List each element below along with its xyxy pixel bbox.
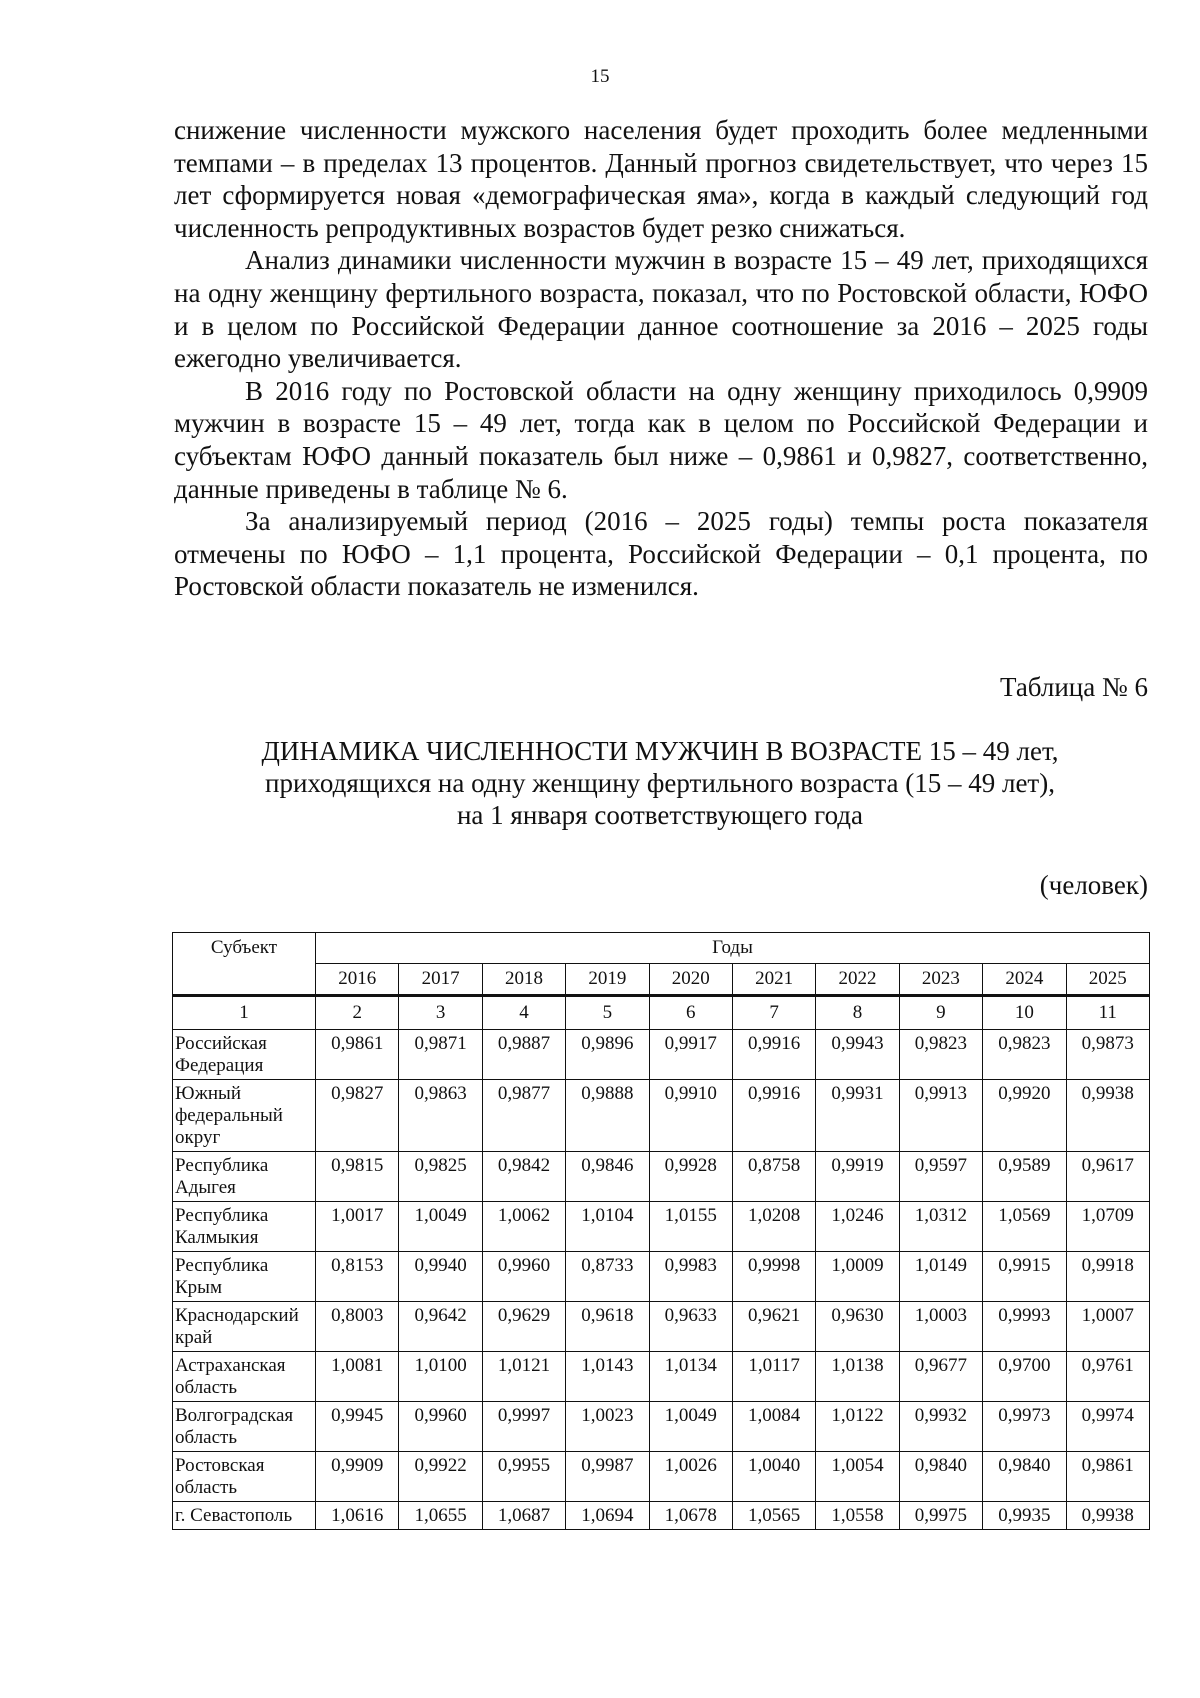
- table-header: [173, 933, 1150, 996]
- subject-cell: Республика Крым: [173, 1252, 316, 1302]
- year-header: 2016: [316, 964, 399, 996]
- paragraph: За анализируемый период (2016 – 2025 годы) темпы роста показателя отмечены по ЮФО – 1,1 процента, Российской Федерации – 0,1 процента, по Ростовской области показатель не изменился.: [174, 506, 1148, 602]
- value-cell: 0,9888: [566, 1080, 649, 1152]
- table-units: (человек): [1039, 870, 1148, 900]
- value-cell: 0,9840: [899, 1452, 982, 1502]
- column-number-cell: 8: [816, 996, 899, 1030]
- value-cell: 1,0155: [649, 1202, 732, 1252]
- table-title-line: на 1 января соответствующего года: [456, 800, 864, 830]
- subject-cell: г. Севастополь: [173, 1502, 316, 1530]
- value-cell: 0,9918: [1066, 1252, 1149, 1302]
- table-row: [173, 1202, 1150, 1252]
- value-cell: 1,0134: [649, 1352, 732, 1402]
- value-cell: 0,9877: [482, 1080, 565, 1152]
- subject-cell: Российская Федерация: [173, 1030, 316, 1080]
- value-cell: 0,9938: [1066, 1080, 1149, 1152]
- table-title: [160, 735, 1160, 831]
- value-cell: 0,9955: [482, 1452, 565, 1502]
- table-row: [173, 1152, 1150, 1202]
- value-cell: 1,0023: [566, 1402, 649, 1452]
- value-cell: 0,9633: [649, 1302, 732, 1352]
- value-cell: 0,9997: [482, 1402, 565, 1452]
- page-number: 15: [590, 66, 610, 87]
- subject-cell: Краснодарский край: [173, 1302, 316, 1352]
- value-cell: 0,9700: [983, 1352, 1066, 1402]
- value-cell: 1,0026: [649, 1452, 732, 1502]
- value-cell: 0,9931: [816, 1080, 899, 1152]
- value-cell: 0,9917: [649, 1030, 732, 1080]
- table-title-line: приходящихся на одну женщину фертильного возраста (15 – 49 лет),: [265, 768, 1055, 798]
- value-cell: 0,9932: [899, 1402, 982, 1452]
- value-cell: 0,9975: [899, 1502, 982, 1530]
- paragraph: Анализ динамики численности мужчин в возрасте 15 – 49 лет, приходящихся на одну женщину фертильного возраста, показал, что по Ростовской области, ЮФО и в целом по Российской Федерации данное соотношение за 2016 – 2025 годы ежегодно увеличивается.: [174, 245, 1148, 374]
- table-row: [173, 1302, 1150, 1352]
- value-cell: 1,0054: [816, 1452, 899, 1502]
- value-cell: 0,8758: [732, 1152, 815, 1202]
- value-cell: 0,9960: [482, 1252, 565, 1302]
- value-cell: 1,0049: [399, 1202, 482, 1252]
- value-cell: 1,0694: [566, 1502, 649, 1530]
- value-cell: 1,0040: [732, 1452, 815, 1502]
- value-cell: 0,9945: [316, 1402, 399, 1452]
- value-cell: 0,9887: [482, 1030, 565, 1080]
- value-cell: 0,9618: [566, 1302, 649, 1352]
- value-cell: 0,9935: [983, 1502, 1066, 1530]
- column-number-cell: 2: [316, 996, 399, 1030]
- value-cell: 0,9861: [1066, 1452, 1149, 1502]
- value-cell: 1,0687: [482, 1502, 565, 1530]
- value-cell: 0,9998: [732, 1252, 815, 1302]
- value-cell: 0,9823: [899, 1030, 982, 1080]
- value-cell: 0,9840: [983, 1452, 1066, 1502]
- column-number-row: [173, 996, 1150, 1030]
- value-cell: 0,9922: [399, 1452, 482, 1502]
- column-number-cell: 5: [566, 996, 649, 1030]
- value-cell: 0,9909: [316, 1452, 399, 1502]
- value-cell: 0,9617: [1066, 1152, 1149, 1202]
- value-cell: 0,9916: [732, 1030, 815, 1080]
- value-cell: 0,9621: [732, 1302, 815, 1352]
- subject-column-header: Субъект: [173, 933, 316, 996]
- subject-cell: Волгоградская область: [173, 1402, 316, 1452]
- value-cell: 1,0616: [316, 1502, 399, 1530]
- year-header: 2022: [816, 964, 899, 996]
- value-cell: 1,0709: [1066, 1202, 1149, 1252]
- table-row: [173, 1502, 1150, 1530]
- body-text: [174, 114, 1148, 603]
- paragraph: снижение численности мужского населения будет проходить более медленными темпами – в пределах 13 процентов. Данный прогноз свидетельствует, что через 15 лет сформируется новая «демографическая яма», когда в каждый следующий год численность репродуктивных возрастов будет резко снижаться.: [174, 115, 1148, 243]
- value-cell: 0,9846: [566, 1152, 649, 1202]
- header-row: [173, 933, 1150, 964]
- value-cell: 0,9589: [983, 1152, 1066, 1202]
- value-cell: 1,0062: [482, 1202, 565, 1252]
- value-cell: 1,0100: [399, 1352, 482, 1402]
- value-cell: 0,9677: [899, 1352, 982, 1402]
- value-cell: 0,9823: [983, 1030, 1066, 1080]
- subject-cell: Ростовская область: [173, 1452, 316, 1502]
- value-cell: 1,0569: [983, 1202, 1066, 1252]
- value-cell: 0,9943: [816, 1030, 899, 1080]
- year-header: 2024: [983, 964, 1066, 996]
- value-cell: 1,0007: [1066, 1302, 1149, 1352]
- table-row: [173, 1452, 1150, 1502]
- value-cell: 1,0009: [816, 1252, 899, 1302]
- year-header: 2017: [399, 964, 482, 996]
- value-cell: 1,0558: [816, 1502, 899, 1530]
- value-cell: 1,0312: [899, 1202, 982, 1252]
- subject-cell: Республика Калмыкия: [173, 1202, 316, 1252]
- value-cell: 0,9960: [399, 1402, 482, 1452]
- value-cell: 0,9761: [1066, 1352, 1149, 1402]
- value-cell: 0,9920: [983, 1080, 1066, 1152]
- value-cell: 1,0017: [316, 1202, 399, 1252]
- value-cell: 0,9915: [983, 1252, 1066, 1302]
- value-cell: 1,0084: [732, 1402, 815, 1452]
- value-cell: 1,0655: [399, 1502, 482, 1530]
- value-cell: 0,9597: [899, 1152, 982, 1202]
- value-cell: 1,0143: [566, 1352, 649, 1402]
- table-title-line: ДИНАМИКА ЧИСЛЕННОСТИ МУЖЧИН В ВОЗРАСТЕ 15 – 49 лет,: [261, 736, 1059, 766]
- table-body: [173, 996, 1150, 1530]
- value-cell: 1,0246: [816, 1202, 899, 1252]
- value-cell: 1,0565: [732, 1502, 815, 1530]
- value-cell: 0,9987: [566, 1452, 649, 1502]
- value-cell: 1,0149: [899, 1252, 982, 1302]
- value-cell: 0,9871: [399, 1030, 482, 1080]
- column-number-cell: 4: [482, 996, 565, 1030]
- value-cell: 0,8733: [566, 1252, 649, 1302]
- column-number-cell: 7: [732, 996, 815, 1030]
- column-number-cell: 10: [983, 996, 1066, 1030]
- column-number-cell: 6: [649, 996, 732, 1030]
- value-cell: 0,9974: [1066, 1402, 1149, 1452]
- table-row: [173, 1402, 1150, 1452]
- value-cell: 0,9910: [649, 1080, 732, 1152]
- subject-cell: Южный федеральный округ: [173, 1080, 316, 1152]
- value-cell: 1,0121: [482, 1352, 565, 1402]
- year-header: 2023: [899, 964, 982, 996]
- value-cell: 1,0122: [816, 1402, 899, 1452]
- subject-cell: Астраханская область: [173, 1352, 316, 1402]
- value-cell: 0,9629: [482, 1302, 565, 1352]
- column-number-cell: 1: [173, 996, 316, 1030]
- value-cell: 0,9940: [399, 1252, 482, 1302]
- table-row: [173, 1030, 1150, 1080]
- value-cell: 1,0049: [649, 1402, 732, 1452]
- value-cell: 0,9861: [316, 1030, 399, 1080]
- value-cell: 0,9973: [983, 1402, 1066, 1452]
- value-cell: 0,9913: [899, 1080, 982, 1152]
- value-cell: 0,9896: [566, 1030, 649, 1080]
- data-table: [172, 932, 1150, 1530]
- value-cell: 0,9938: [1066, 1502, 1149, 1530]
- value-cell: 0,9630: [816, 1302, 899, 1352]
- years-row: [173, 964, 1150, 996]
- value-cell: 0,8003: [316, 1302, 399, 1352]
- value-cell: 0,9827: [316, 1080, 399, 1152]
- table-row: [173, 1252, 1150, 1302]
- value-cell: 1,0678: [649, 1502, 732, 1530]
- value-cell: 1,0138: [816, 1352, 899, 1402]
- value-cell: 0,9873: [1066, 1030, 1149, 1080]
- value-cell: 0,9916: [732, 1080, 815, 1152]
- value-cell: 0,9842: [482, 1152, 565, 1202]
- column-number-cell: 9: [899, 996, 982, 1030]
- table-row: [173, 1080, 1150, 1152]
- table-number: Таблица № 6: [1000, 672, 1148, 702]
- value-cell: 1,0003: [899, 1302, 982, 1352]
- value-cell: 0,9919: [816, 1152, 899, 1202]
- years-column-header: Годы: [316, 933, 1150, 964]
- paragraph: В 2016 году по Ростовской области на одну женщину приходилось 0,9909 мужчин в возрасте 15 – 49 лет, тогда как в целом по Российской Федерации и субъектам ЮФО данный показатель был ниже – 0,9861 и 0,9827, соответственно, данные приведены в таблице № 6.: [174, 375, 1148, 504]
- value-cell: 1,0104: [566, 1202, 649, 1252]
- value-cell: 0,9983: [649, 1252, 732, 1302]
- value-cell: 0,9863: [399, 1080, 482, 1152]
- year-header: 2020: [649, 964, 732, 996]
- year-header: 2021: [732, 964, 815, 996]
- value-cell: 0,9825: [399, 1152, 482, 1202]
- value-cell: 0,9815: [316, 1152, 399, 1202]
- subject-cell: Республика Адыгея: [173, 1152, 316, 1202]
- value-cell: 0,9642: [399, 1302, 482, 1352]
- value-cell: 1,0208: [732, 1202, 815, 1252]
- column-number-cell: 3: [399, 996, 482, 1030]
- value-cell: 1,0081: [316, 1352, 399, 1402]
- value-cell: 1,0117: [732, 1352, 815, 1402]
- table-row: [173, 1352, 1150, 1402]
- year-header: 2025: [1066, 964, 1149, 996]
- year-header: 2019: [566, 964, 649, 996]
- value-cell: 0,8153: [316, 1252, 399, 1302]
- column-number-cell: 11: [1066, 996, 1149, 1030]
- year-header: 2018: [482, 964, 565, 996]
- value-cell: 0,9993: [983, 1302, 1066, 1352]
- value-cell: 0,9928: [649, 1152, 732, 1202]
